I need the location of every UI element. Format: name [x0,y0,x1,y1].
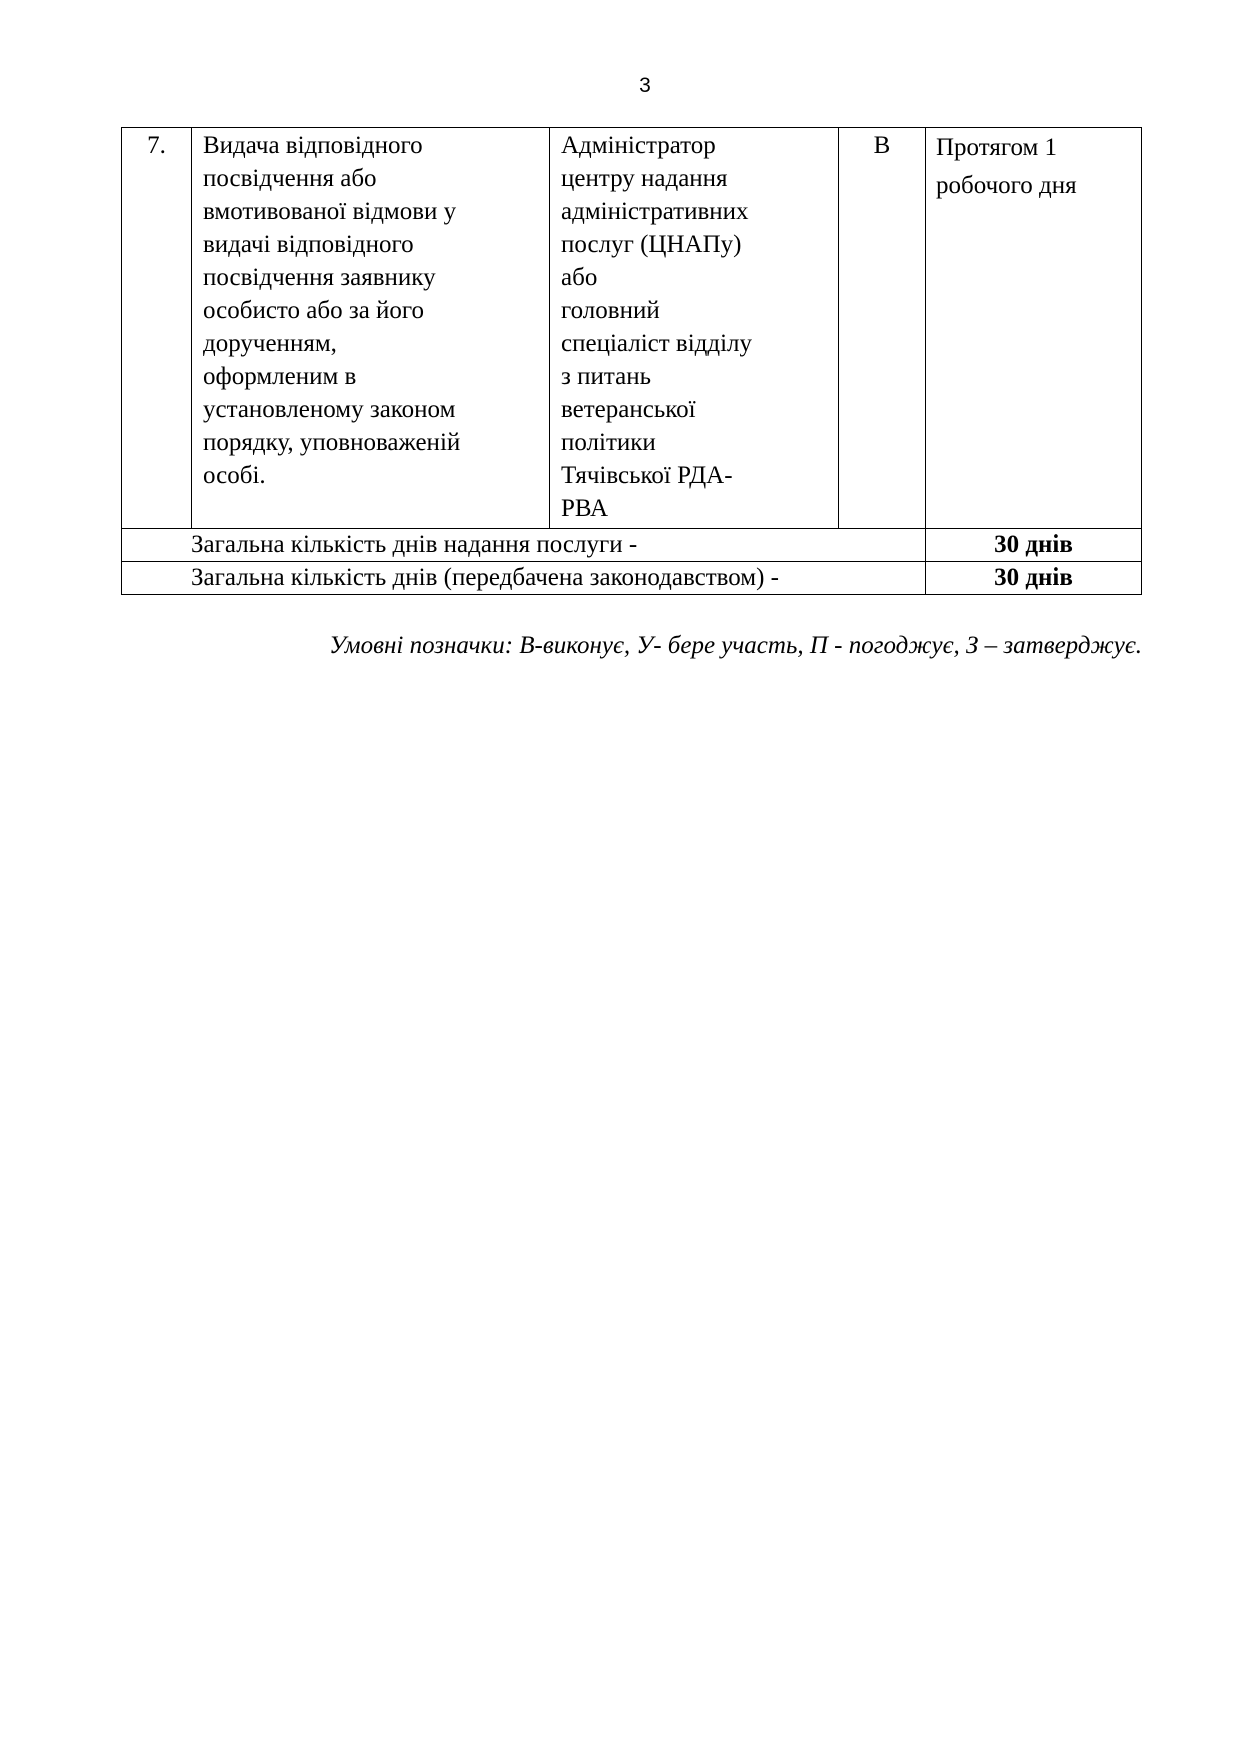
term [926,128,1142,529]
responsible-line: Тячівської РДА- [561,462,733,489]
responsible-line: Адміністратор [561,132,716,159]
responsible-line: послуг (ЦНАПу) [561,231,742,258]
stage-line: порядку, уповноваженій [203,429,461,456]
stage-description [192,128,550,529]
row-number: 7. [122,128,192,529]
total-label: Загальна кількість днів надання послуги - [122,529,926,562]
responsible-line: з питань [561,363,651,390]
stage-line: установленому законом [203,396,456,423]
stage-line: Видача відповідного [203,132,423,159]
term-line: Протягом 1 [936,134,1058,161]
responsible-line: ветеранської [561,396,696,423]
action-code: В [839,128,926,529]
responsible-line: або [561,264,598,291]
total-row-legal-days [122,562,1142,595]
responsible-line: політики [561,429,656,456]
stage-line: вмотивованої відмови у [203,198,457,225]
table-row [122,128,1142,529]
total-value: 30 днів [926,529,1142,562]
stage-line: посвідчення або [203,165,377,192]
total-value: 30 днів [926,562,1142,595]
legend-note: Умовні позначки: В-виконує, У- бере участь, П - погоджує, З – затверджує. [329,632,1142,659]
procedure-table [121,127,1142,595]
stage-line: особисто або за його [203,297,425,324]
total-label: Загальна кількість днів (передбачена законодавством) - [122,562,926,595]
stage-line: дорученням, [203,330,337,357]
responsible-line: РВА [561,495,609,522]
total-row-service-days [122,529,1142,562]
page-number: 3 [639,74,651,97]
term-line: робочого дня [936,172,1077,199]
responsible-line: головний [561,297,660,324]
responsible-line: адміністративних [561,198,749,225]
stage-line: оформленим в [203,363,357,390]
stage-line: посвідчення заявнику [203,264,436,291]
stage-line: особі. [203,462,266,489]
responsible-line: спеціаліст відділу [561,330,753,357]
stage-line: видачі відповідного [203,231,414,258]
responsible-party [550,128,839,529]
responsible-line: центру надання [561,165,728,192]
